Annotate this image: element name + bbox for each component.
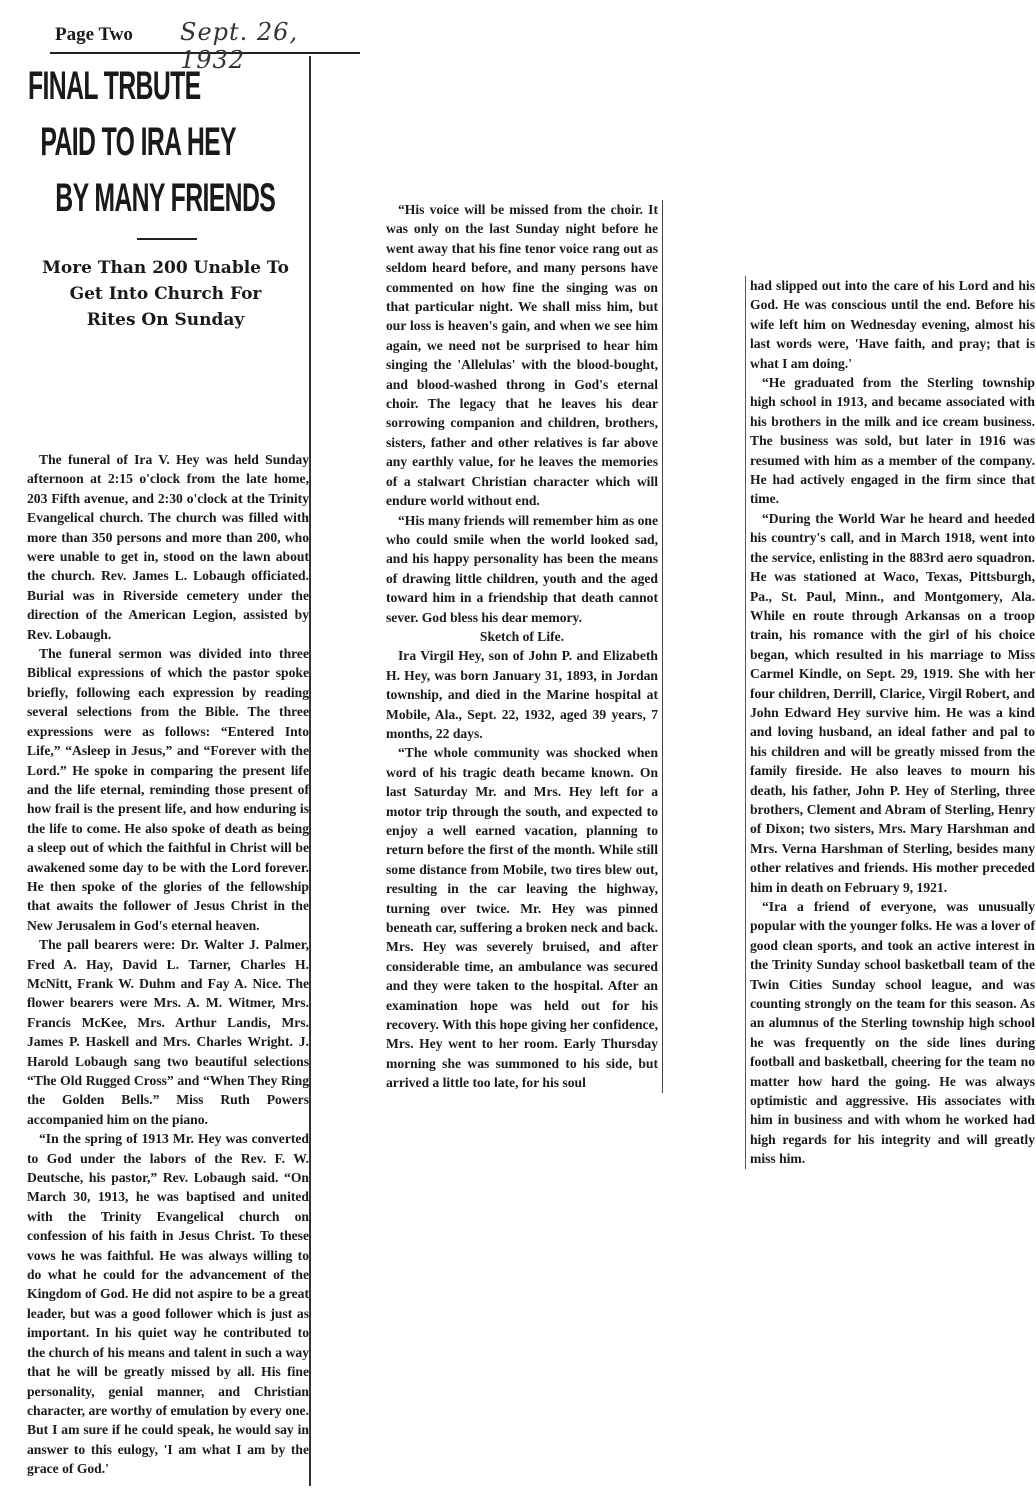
paragraph: The funeral sermon was divided into three Biblical expressions of which the pastor spoke briefly, following each expression by reading several selections from the Bible. The three expressions were as follows: “Entered Into Life,” “Asleep in Jesus,” and “Forever with the Lord.” He spoke in comparing the present life and the life eternal, reminding those present of how frail is the present life, and how enduring is the life to come. He also spoke of death as being a sleep out of which the faithful in Christ will be awakened some day to be with the Lord forever. He then spoke of the glories of the fellowship that awaits the follower of Jesus Christ in the New Jerusalem in God's eternal heaven. — [27, 646, 309, 933]
paragraph: “In the spring of 1913 Mr. Hey was converted to God under the labors of the Rev. F. W. Deutsche, his pastor,” Rev. Lobaugh said. “On March 30, 1913, he was baptised and united with the Trinity Evangelical church on confession of his faith in Jesus Christ. To these vows he was faithful. He was always willing to do what he could for the advancement of the Kingdom of God. He did not aspire to be a great leader, but was a good follower which is just as important. In his quiet way he contributed to the church of his means and talent in such a way that he will be greatly missed by all. His fine personality, genial manner, and Christian character, are worthy of emulation by every one. But I am sure if he could speak, he would say in answer to this eulogy, 'I am what I am by the grace of God.' — [27, 1131, 309, 1477]
page-label: Page Two — [55, 24, 133, 45]
subheadline — [28, 255, 303, 333]
column-rule — [309, 56, 311, 1486]
article-column-1 — [27, 450, 309, 1479]
paragraph: The funeral of Ira V. Hey was held Sunday afternoon at 2:15 o'clock from the late home, 203 Fifth avenue, and 2:30 o'clock at the Trinity Evangelical church. The church was filled with more than 350 persons and more than 200, who were unable to get in, stood on the lawn about the church. Rev. James L. Lobaugh officiated. Burial was in Riverside cemetery under the direction of the American Legion, assisted by Rev. Lobaugh. — [27, 452, 309, 642]
paragraph: Ira Virgil Hey, son of John P. and Elizabeth H. Hey, was born January 31, 1893, in Jordan township, and died in the Marine hospital at Mobile, Ala., Sept. 22, 1932, aged 39 years, 7 months, 22 days. — [386, 648, 658, 741]
headline-line: FINAL TRBUTE — [28, 64, 201, 108]
paragraph: “He graduated from the Sterling township high school in 1913, and became associated with his brothers in the milk and ice cream business. The business was sold, but later in 1916 was resumed with him as a member of the company. He had actively engaged in the firm since that time. — [750, 375, 1035, 507]
subheadline-line: Get Into Church For — [69, 284, 262, 304]
subheadline-line: Rites On Sunday — [86, 310, 245, 330]
paragraph: “His many friends will remember him as one who could smile when the world looked sad, and his happy personality has been the means of drawing little children, youth and the aged toward him in a friendship that death cannot sever. God bless his dear memory. — [386, 512, 658, 625]
paragraph: “Ira a friend of everyone, was unusually popular with the younger folks. He was a lover of good clean sports, and took an active interest in the Trinity Sunday school basketball team of the Twin Cities Sunday school league, and was counting strongly on the team for this season. As an alumnus of the Sterling township high school he was frequently on the side lines during football and basketball, cheering for the team no matter how hard the going. He was always optimistic and aggressive. His associates with him in business and with whom he worked had high regards for his integrity and will greatly miss him. — [750, 899, 1035, 1167]
headline-divider — [137, 238, 197, 240]
handwritten-date: Sept. 26, 1932 — [180, 18, 299, 74]
article-column-2 — [386, 200, 663, 1093]
headline-line: PAID TO IRA HEY — [40, 120, 236, 164]
paragraph: “During the World War he heard and heeded his country's call, and in March 1918, went into the service, enlisting in the 883rd aero squadron. He was stationed at Waco, Texas, Pittsburgh, Pa., St. Paul, Minn., and Montgomery, Ala. While en route through Arkansas on a troop train, his romance with the girl of his choice began, which resulted in his marriage to Miss Carmel Kindle, on Sept. 29, 1919. She with her four children, Derrill, Clarice, Virgil Robert, and John Edward Hey survive him. He was a kind and loving husband, an ideal father and pal to his children and will be greatly missed from the family fireside. He also leaves to mourn his death, his father, John P. Hey of Sterling, three brothers, Clement and Abram of Sterling, Henry of Dixon; two sisters, Mrs. Mary Harshman and Mrs. Verna Harshman of Sterling, besides many other relatives and friends. His mother preceded him in death on February 9, 1921. — [750, 510, 1035, 895]
paragraph: had slipped out into the care of his Lord and his God. He was conscious until the end. Before his wife left him on Wednesday evening, almost his last words were, 'Have faith, and pray; that is what I am doing.' — [750, 278, 1035, 371]
headline — [28, 58, 313, 226]
section-subheading: Sketch of Life. — [479, 628, 565, 644]
subheadline-line: More Than 200 Unable To — [42, 258, 289, 278]
paragraph: The pall bearers were: Dr. Walter J. Palmer, Fred A. Hay, David L. Tarner, Charles H. McNitt, Frank W. Duhm and Fay A. Nice. The flower bearers were Mrs. A. M. Witmer, Mrs. Francis McKee, Mrs. Arthur Landis, Mrs. James P. Haskell and Mrs. Charles Wright. J. Harold Lobaugh sang two beautiful selections “The Old Rugged Cross” and “When They Ring the Golden Bells.” Miss Ruth Powers accompanied him on the piano. — [27, 937, 309, 1127]
page-header — [50, 18, 360, 74]
headline-line: BY MANY FRIENDS — [55, 176, 276, 220]
paragraph: “His voice will be missed from the choir. It was only on the last Sunday night before he went away that his fine tenor voice rang out as seldom heard before, and many persons have commented on how fine the singing was on that particular night. We shall miss him, but our loss is heaven's gain, and when we see him again, we need not be surprised to hear him singing the 'Allelulas' with the blood-bought, and blood-washed throng in God's eternal choir. The legacy that he leaves his dear sorrowing companion and children, brothers, sisters, father and other relatives is far above any earthly value, for he leaves the memories of a stalwart Christian character which will endure world without end. — [386, 202, 658, 509]
article-column-3 — [745, 276, 1035, 1169]
paragraph: “The whole community was shocked when word of his tragic death became known. On last Saturday Mr. and Mrs. Hey left for a motor trip through the south, and expected to enjoy a well earned vacation, planning to return before the first of the month. While still some distance from Mobile, two tires blew out, resulting in the car leaving the highway, turning over twice. Mr. Hey was pinned beneath car, suffering a broken neck and back. Mrs. Hey was severely bruised, and after considerable time, an ambulance was secured and they were taken to the hospital. After an examination hope was held out for his recovery. With this hope giving her confidence, Mrs. Hey went to her room. Early Thursday morning she was summoned to his side, but arrived a little too late, for his soul — [386, 745, 658, 1091]
